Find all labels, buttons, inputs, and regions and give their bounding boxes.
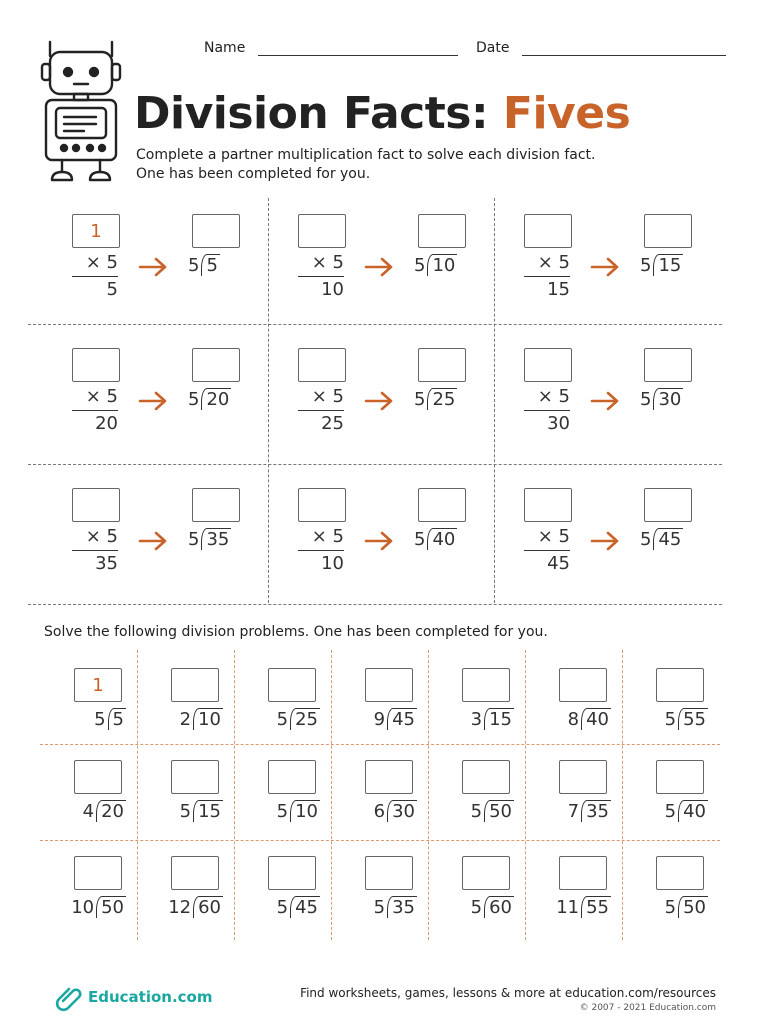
quotient-box[interactable] (418, 214, 466, 248)
division-problem (145, 668, 241, 762)
dividend: 25 (427, 388, 457, 410)
answer-box[interactable] (656, 856, 704, 890)
answer-box[interactable] (656, 760, 704, 794)
long-division (180, 708, 223, 730)
long-division (188, 528, 231, 550)
division-problem (436, 856, 532, 950)
product-line (524, 550, 570, 551)
answer-box[interactable] (524, 488, 572, 522)
product-line (298, 276, 344, 277)
product-line (72, 410, 118, 411)
divisor: 5 (640, 529, 652, 550)
long-division (168, 896, 223, 918)
partner-fact-problem (298, 488, 523, 618)
long-division (180, 800, 223, 822)
factor: × 5 (85, 526, 118, 547)
partner-fact-problem (524, 488, 749, 618)
divisor: 5 (664, 801, 677, 822)
dividend: 45 (387, 708, 417, 730)
long-division (277, 800, 320, 822)
divisor: 5 (188, 255, 200, 276)
long-division (414, 388, 457, 410)
answer-box[interactable] (74, 856, 122, 890)
answer-box[interactable] (298, 348, 346, 382)
division-problem (145, 856, 241, 950)
divisor: 5 (188, 389, 200, 410)
product: 20 (95, 413, 118, 434)
paperclip-icon (54, 982, 84, 1012)
arrow-right-icon (138, 391, 168, 411)
dividend: 40 (427, 528, 457, 550)
divisor: 9 (373, 709, 386, 730)
partner-fact-problem (298, 214, 523, 344)
long-division (414, 528, 457, 550)
division-problem (436, 760, 532, 854)
division-problem (533, 856, 629, 950)
multiplication-fact (524, 526, 570, 574)
date-field[interactable] (476, 40, 726, 56)
dividend: 20 (201, 388, 231, 410)
dividend: 30 (653, 388, 683, 410)
long-division (71, 896, 126, 918)
divisor: 5 (414, 389, 426, 410)
dividend: 60 (193, 896, 223, 918)
arrow-right-icon (364, 257, 394, 277)
product: 10 (321, 279, 344, 300)
divisor: 5 (94, 709, 106, 730)
answer-box[interactable] (268, 856, 316, 890)
answer-box[interactable] (656, 668, 704, 702)
dividend: 35 (201, 528, 231, 550)
divisor: 5 (664, 709, 677, 730)
long-division (568, 800, 611, 822)
division-problem (242, 856, 338, 950)
division-problem (630, 760, 726, 854)
long-division (188, 388, 231, 410)
division-problem (630, 856, 726, 950)
divisor: 10 (71, 897, 95, 918)
quotient-box[interactable] (192, 488, 240, 522)
divisor: 7 (567, 801, 580, 822)
dividend: 10 (193, 708, 223, 730)
long-division (188, 254, 220, 276)
long-division (640, 528, 683, 550)
footer-copyright: © 2007 - 2021 Education.com (579, 1003, 716, 1013)
date-label: Date (476, 40, 510, 56)
dividend: 25 (290, 708, 320, 730)
dividend: 10 (427, 254, 457, 276)
partner-fact-problem (524, 214, 749, 344)
factor: × 5 (311, 526, 344, 547)
dividend: 10 (290, 800, 320, 822)
dividend: 55 (678, 708, 708, 730)
quotient-box[interactable] (418, 348, 466, 382)
answer-box[interactable]: 1 (74, 668, 122, 702)
factor: × 5 (85, 252, 118, 273)
dividend: 45 (290, 896, 320, 918)
long-division (471, 896, 514, 918)
long-division (665, 800, 708, 822)
dividend: 30 (387, 800, 417, 822)
division-problem (339, 668, 435, 762)
long-division (471, 708, 514, 730)
divisor: 5 (373, 897, 386, 918)
partner-fact-problem (524, 348, 749, 478)
division-problem (145, 760, 241, 854)
long-division (277, 708, 320, 730)
answer-box[interactable]: 1 (72, 214, 120, 248)
answer-box[interactable] (171, 668, 219, 702)
dividend: 60 (484, 896, 514, 918)
instructions-line-1: Complete a partner multiplication fact to solve each division fact. (136, 147, 596, 163)
quotient-box[interactable] (418, 488, 466, 522)
divisor: 4 (82, 801, 95, 822)
divisor: 5 (640, 255, 652, 276)
dividend: 50 (678, 896, 708, 918)
divisor: 3 (470, 709, 483, 730)
answer-box[interactable] (268, 760, 316, 794)
divisor: 11 (556, 897, 580, 918)
factor: × 5 (537, 526, 570, 547)
product-line (524, 276, 570, 277)
multiplication-fact (524, 252, 570, 300)
answer-box[interactable] (462, 760, 510, 794)
quotient-box[interactable] (644, 488, 692, 522)
answer-box[interactable] (72, 348, 120, 382)
education-logo[interactable] (54, 980, 213, 1014)
long-division (374, 896, 417, 918)
quotient-box[interactable] (644, 214, 692, 248)
arrow-right-icon (590, 391, 620, 411)
name-label: Name (204, 40, 246, 56)
long-division (568, 708, 611, 730)
partner-fact-problem (298, 348, 523, 478)
long-division (277, 896, 320, 918)
product: 45 (547, 553, 570, 574)
long-division (374, 800, 417, 822)
partner-fact-problem (72, 488, 297, 618)
arrow-right-icon (364, 531, 394, 551)
long-division (94, 708, 126, 730)
dividend: 50 (484, 800, 514, 822)
factor: × 5 (537, 386, 570, 407)
division-problem (48, 760, 144, 854)
dividend: 15 (193, 800, 223, 822)
divisor: 2 (179, 709, 192, 730)
instructions (136, 146, 696, 184)
dividend: 15 (653, 254, 683, 276)
product-line (72, 276, 118, 277)
arrow-right-icon (590, 531, 620, 551)
long-division (665, 896, 708, 918)
product-line (524, 410, 570, 411)
long-division (556, 896, 611, 918)
divisor: 6 (373, 801, 386, 822)
partner-fact-problem (72, 214, 297, 344)
divisor: 5 (276, 897, 289, 918)
arrow-right-icon (590, 257, 620, 277)
multiplication-fact (72, 252, 118, 300)
dividend: 35 (387, 896, 417, 918)
answer-box[interactable] (298, 214, 346, 248)
answer-box[interactable] (365, 760, 413, 794)
divisor: 5 (414, 255, 426, 276)
dividend: 35 (581, 800, 611, 822)
robot-icon (36, 38, 126, 188)
dividend: 40 (581, 708, 611, 730)
answer-box[interactable] (524, 214, 572, 248)
dividend: 15 (484, 708, 514, 730)
division-problem (436, 668, 532, 762)
factor: × 5 (311, 252, 344, 273)
section-2-instructions: Solve the following division problems. One has been completed for you. (44, 624, 548, 640)
dividend: 20 (96, 800, 126, 822)
dividend: 5 (108, 708, 126, 730)
long-division (83, 800, 126, 822)
division-problem (48, 856, 144, 950)
long-division (471, 800, 514, 822)
factor: × 5 (85, 386, 118, 407)
answer-box[interactable] (365, 856, 413, 890)
multiplication-fact (298, 252, 344, 300)
answer-box[interactable] (171, 760, 219, 794)
factor: × 5 (537, 252, 570, 273)
product: 25 (321, 413, 344, 434)
name-field[interactable] (204, 40, 458, 56)
division-problem (533, 760, 629, 854)
product: 5 (106, 279, 118, 300)
long-division (374, 708, 417, 730)
divisor: 12 (168, 897, 192, 918)
answer-box[interactable] (298, 488, 346, 522)
dividend: 45 (653, 528, 683, 550)
division-problem (630, 668, 726, 762)
multiplication-fact (298, 526, 344, 574)
multiplication-fact (72, 526, 118, 574)
answer-box[interactable] (74, 760, 122, 794)
answer-box[interactable] (462, 856, 510, 890)
product-line (72, 550, 118, 551)
arrow-right-icon (364, 391, 394, 411)
quotient-box[interactable] (644, 348, 692, 382)
page-title (134, 88, 630, 139)
long-division (640, 254, 683, 276)
divisor: 5 (276, 801, 289, 822)
product-line (298, 410, 344, 411)
title-accent: Fives (502, 88, 631, 139)
multiplication-fact (524, 386, 570, 434)
dividend: 55 (581, 896, 611, 918)
division-problem (339, 760, 435, 854)
divisor: 5 (470, 801, 483, 822)
division-problem (242, 760, 338, 854)
title-main: Division Facts: (134, 88, 489, 139)
divisor: 5 (179, 801, 192, 822)
answer-box[interactable] (559, 760, 607, 794)
answer-box[interactable] (462, 668, 510, 702)
quotient-box[interactable] (192, 348, 240, 382)
logo-text: Education.com (88, 988, 213, 1006)
arrow-right-icon (138, 531, 168, 551)
divisor: 5 (414, 529, 426, 550)
long-division (665, 708, 708, 730)
answer-box[interactable] (268, 668, 316, 702)
product: 35 (95, 553, 118, 574)
product: 30 (547, 413, 570, 434)
answer-box[interactable] (365, 668, 413, 702)
long-division (414, 254, 457, 276)
multiplication-fact (298, 386, 344, 434)
answer-box[interactable] (559, 668, 607, 702)
divisor: 5 (664, 897, 677, 918)
instructions-line-2: One has been completed for you. (136, 166, 371, 182)
division-problem (339, 856, 435, 950)
partner-fact-problem (72, 348, 297, 478)
name-line[interactable] (258, 41, 458, 56)
product-line (298, 550, 344, 551)
arrow-right-icon (138, 257, 168, 277)
division-problem (533, 668, 629, 762)
answer-box[interactable] (72, 488, 120, 522)
product: 10 (321, 553, 344, 574)
product: 15 (547, 279, 570, 300)
divisor: 5 (640, 389, 652, 410)
divisor: 5 (276, 709, 289, 730)
multiplication-fact (72, 386, 118, 434)
quotient-box[interactable] (192, 214, 240, 248)
dividend: 40 (678, 800, 708, 822)
division-problem (242, 668, 338, 762)
division-problems-grid (40, 650, 720, 940)
divisor: 5 (188, 529, 200, 550)
long-division (640, 388, 683, 410)
dividend: 5 (201, 254, 219, 276)
factor: × 5 (311, 386, 344, 407)
answer-box[interactable] (171, 856, 219, 890)
answer-box[interactable] (524, 348, 572, 382)
date-line[interactable] (522, 41, 726, 56)
answer-box[interactable] (559, 856, 607, 890)
footer-links[interactable]: Find worksheets, games, lessons & more at education.com/resources (300, 986, 716, 1000)
division-problem (48, 668, 144, 762)
divisor: 5 (470, 897, 483, 918)
divisor: 8 (567, 709, 580, 730)
dividend: 50 (96, 896, 126, 918)
partner-facts-grid (28, 198, 722, 608)
